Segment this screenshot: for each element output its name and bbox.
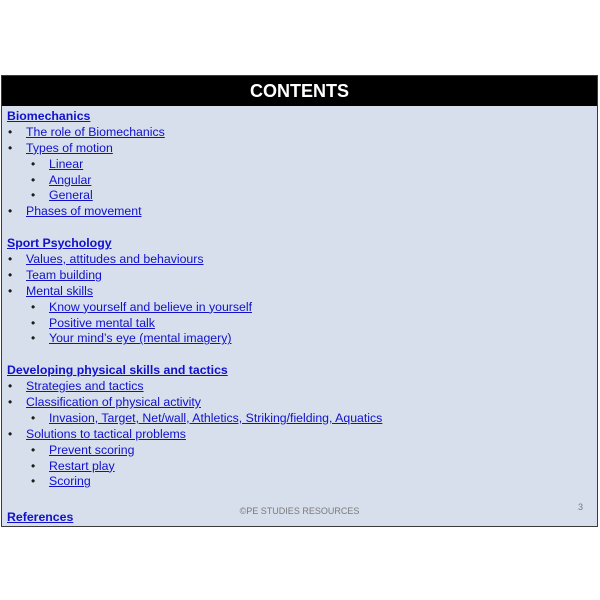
list-item — [7, 252, 592, 268]
list-item — [7, 125, 592, 141]
list-item — [7, 395, 592, 411]
link-scoring[interactable]: Scoring — [49, 474, 91, 489]
bullet-icon: • — [8, 204, 13, 219]
link-types-of-motion[interactable]: Types of motion — [26, 140, 113, 155]
list-item — [7, 173, 592, 189]
bullet-icon: • — [8, 395, 13, 410]
link-values-attitudes[interactable]: Values, attitudes and behaviours — [26, 252, 204, 267]
bullet-icon: • — [8, 379, 13, 394]
contents-title: CONTENTS — [2, 76, 597, 106]
link-mental-skills[interactable]: Mental skills — [26, 283, 93, 298]
list-item — [7, 474, 592, 490]
bullet-icon: • — [8, 252, 13, 267]
link-phases-of-movement[interactable]: Phases of movement — [26, 204, 142, 219]
list-item — [7, 316, 592, 332]
bullet-icon: • — [31, 156, 36, 171]
bullet-icon: • — [31, 315, 36, 330]
references-link[interactable]: References — [7, 510, 74, 524]
bullet-icon: • — [31, 172, 36, 187]
link-positive-mental-talk[interactable]: Positive mental talk — [49, 315, 155, 330]
bullet-icon: • — [31, 458, 36, 473]
list-item — [7, 268, 592, 284]
bullet-icon: • — [8, 140, 13, 155]
bullet-icon: • — [31, 331, 36, 346]
footer-copyright: ©PE STUDIES RESOURCES — [239, 506, 360, 516]
bullet-icon: • — [31, 474, 36, 489]
slide — [1, 75, 598, 527]
page-number: 3 — [577, 502, 583, 512]
bullet-icon: • — [8, 124, 13, 139]
bullet-icon: • — [8, 426, 13, 441]
contents-list — [7, 109, 592, 490]
list-item — [7, 379, 592, 395]
list-item — [7, 331, 592, 347]
link-role-of-biomechanics[interactable]: The role of Biomechanics — [26, 124, 165, 139]
list-item — [7, 157, 592, 173]
list-item — [7, 427, 592, 443]
link-angular[interactable]: Angular — [49, 172, 92, 187]
list-item — [7, 459, 592, 475]
list-item — [7, 300, 592, 316]
link-know-yourself[interactable]: Know yourself and believe in yourself — [49, 299, 253, 314]
section-heading-developing-skills[interactable]: Developing physical skills and tactics — [7, 363, 228, 378]
link-minds-eye[interactable]: Your mind’s eye (mental imagery) — [49, 331, 232, 346]
bullet-icon: • — [31, 188, 36, 203]
section-heading-biomechanics[interactable]: Biomechanics — [7, 109, 91, 123]
link-general[interactable]: General — [49, 188, 93, 203]
link-solutions-tactical-problems[interactable]: Solutions to tactical problems — [26, 426, 186, 441]
section-spacer — [7, 220, 592, 236]
link-restart-play[interactable]: Restart play — [49, 458, 115, 473]
bullet-icon: • — [31, 410, 36, 425]
link-classification[interactable]: Classification of physical activity — [26, 395, 201, 410]
link-activity-categories[interactable]: Invasion, Target, Net/wall, Athletics, Striking/fielding, Aquatics — [49, 410, 383, 425]
section-heading-sport-psychology[interactable]: Sport Psychology — [7, 236, 112, 251]
link-prevent-scoring[interactable]: Prevent scoring — [49, 442, 135, 457]
link-linear[interactable]: Linear — [49, 156, 84, 171]
section-spacer — [7, 347, 592, 363]
bullet-icon: • — [8, 283, 13, 298]
list-item — [7, 411, 592, 427]
list-item — [7, 204, 592, 220]
bullet-icon: • — [31, 299, 36, 314]
link-team-building[interactable]: Team building — [26, 267, 102, 282]
bullet-icon: • — [8, 267, 13, 282]
list-item — [7, 141, 592, 157]
list-item — [7, 188, 592, 204]
list-item — [7, 284, 592, 300]
link-strategies-and-tactics[interactable]: Strategies and tactics — [26, 379, 144, 394]
list-item — [7, 443, 592, 459]
bullet-icon: • — [31, 442, 36, 457]
